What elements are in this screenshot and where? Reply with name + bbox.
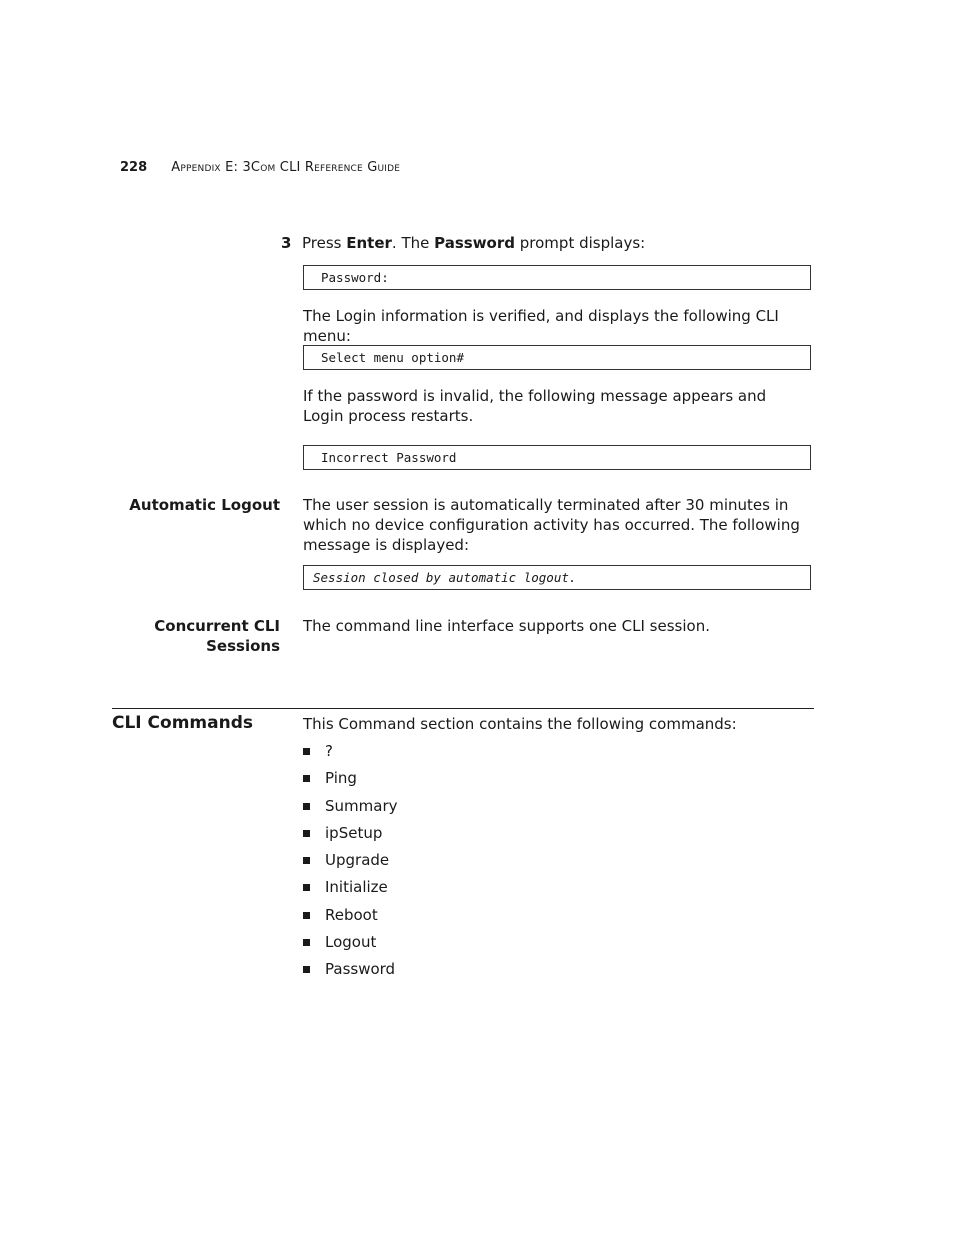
bullet-icon: [303, 939, 310, 946]
bullet-icon: [303, 803, 310, 810]
list-item: [303, 932, 398, 959]
command-label: ipSetup: [325, 823, 383, 842]
incorrect-password-code: Incorrect Password: [303, 445, 811, 470]
list-item: [303, 877, 398, 904]
command-label: Logout: [325, 933, 377, 952]
invalid-password-text: If the password is invalid, the following message appears and Login process restarts.: [303, 387, 767, 425]
page-header: [120, 160, 400, 175]
list-item: [303, 768, 398, 795]
command-label: Reboot: [325, 905, 378, 924]
command-label: Upgrade: [325, 851, 390, 870]
command-label: Initialize: [325, 878, 388, 897]
automatic-logout-heading: Automatic Logout: [129, 496, 280, 514]
step-3: [281, 234, 645, 252]
bullet-icon: [303, 775, 310, 782]
bullet-icon: [303, 884, 310, 891]
section-divider: [112, 708, 814, 709]
page-number: 228: [120, 160, 148, 175]
password-prompt-code: Password:: [303, 265, 811, 290]
auto-logout-text: The user session is automatically terminated after 30 minutes in which no device configuration activity has occurred. The following message is displayed:: [303, 496, 800, 554]
step-text-prompt: prompt displays:: [515, 234, 646, 252]
menu-prompt-code: Select menu option#: [303, 345, 811, 370]
bullet-icon: [303, 830, 310, 837]
bullet-icon: [303, 748, 310, 755]
commands-list: [303, 741, 398, 987]
command-label: ?: [325, 742, 333, 760]
concurrent-sessions-heading: [154, 616, 280, 656]
concurrent-heading-line2: Sessions: [206, 637, 280, 655]
list-item: [303, 905, 398, 932]
step-text-the: . The: [391, 234, 435, 252]
bullet-icon: [303, 912, 310, 919]
step-text-press: Press: [302, 234, 347, 252]
bullet-icon: [303, 966, 310, 973]
command-label: Password: [325, 960, 396, 979]
step-number: 3: [281, 234, 292, 252]
step-enter: Enter: [346, 234, 392, 252]
commands-intro-text: This Command section contains the following commands:: [303, 715, 737, 733]
list-item: [303, 823, 398, 850]
concurrent-heading-line1: Concurrent CLI: [154, 617, 280, 635]
step-password: Password: [434, 234, 515, 252]
list-item: [303, 741, 398, 768]
command-label: Ping: [325, 769, 357, 788]
cli-commands-heading: CLI Commands: [112, 713, 253, 733]
list-item: [303, 959, 398, 986]
login-verified-text: The Login information is verified, and displays the following CLI menu:: [303, 307, 779, 345]
running-head: Appendix E: 3Com CLI Reference Guide: [171, 160, 401, 175]
list-item: [303, 850, 398, 877]
command-label: Summary: [325, 796, 398, 815]
bullet-icon: [303, 857, 310, 864]
list-item: [303, 796, 398, 823]
logout-message-code: Session closed by automatic logout.: [303, 565, 811, 590]
concurrent-text: The command line interface supports one CLI session.: [303, 617, 710, 635]
